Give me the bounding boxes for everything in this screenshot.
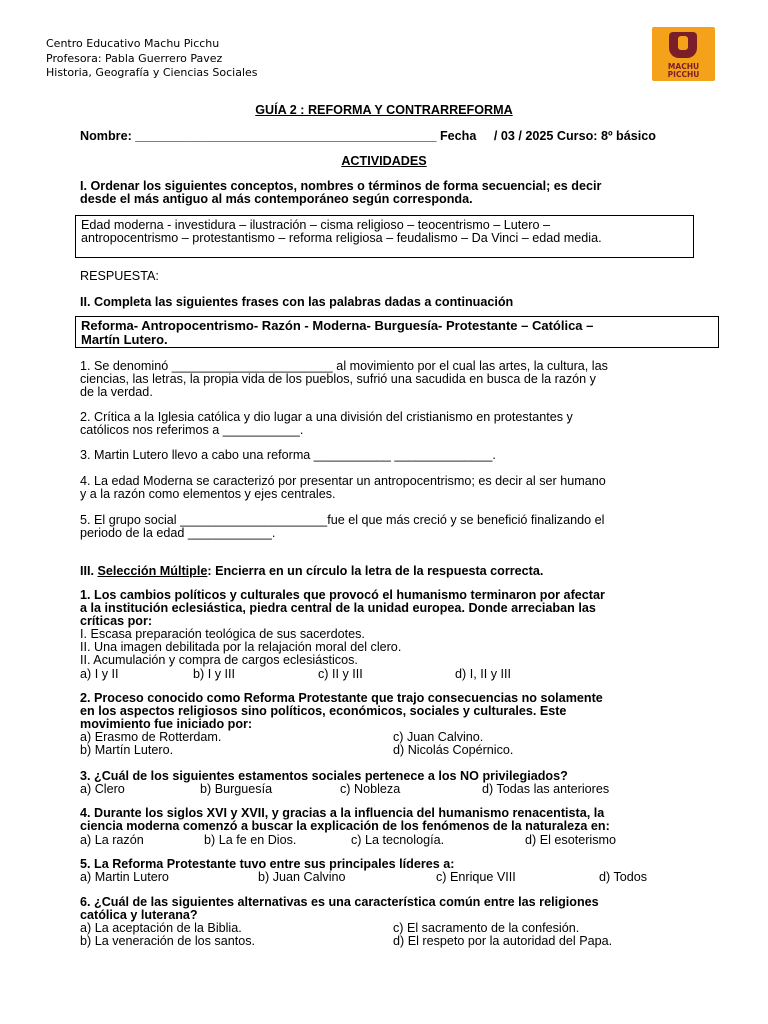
word-bank-box [75, 316, 719, 348]
name-label: Nombre: ___________________________________________ Fecha [80, 129, 477, 143]
fill-item-4 [80, 475, 606, 501]
question-line: católica y luterana? [80, 908, 198, 922]
fill-item-line: de la verdad. [80, 385, 153, 399]
q4-option-d[interactable]: d) El esoterismo [525, 833, 616, 847]
section3-underlined: Selección Múltiple [97, 564, 208, 578]
question-5: 5. La Reforma Protestante tuvo entre sus principales líderes a: [80, 857, 455, 871]
q6-option-d[interactable]: d) El respeto por la autoridad del Papa. [393, 934, 613, 948]
fill-item-line: católicos nos referimos a ___________. [80, 423, 304, 437]
logo-text-1: MACHU [667, 62, 700, 71]
school-name: Centro Educativo Machu Picchu [46, 37, 220, 50]
q6-option-c[interactable]: c) El sacramento de la confesión. [393, 921, 580, 935]
fill-item-line: 1. Se denominó _______________________ al movimiento por el cual las artes, la cultura, las [80, 359, 608, 373]
statement: I. Escasa preparación teológica de sus sacerdotes. [80, 627, 365, 641]
q4-option-b[interactable]: b) La fe en Dios. [204, 833, 297, 847]
date-course: / 03 / 2025 Curso: 8º básico [493, 129, 656, 143]
fill-item-3 [80, 449, 496, 462]
name-line [80, 129, 656, 143]
q1-statements [80, 628, 401, 667]
q3-option-d[interactable]: d) Todas las anteriores [482, 782, 610, 796]
section1-instruction [80, 180, 601, 206]
question-line: movimiento fue iniciado por: [80, 717, 253, 731]
q3-option-a[interactable]: a) Clero [80, 782, 125, 796]
subject-name: Historia, Geografía y Ciencias Sociales [46, 66, 258, 79]
fill-item-1 [80, 360, 608, 399]
teacher-name: Profesora: Pabla Guerrero Pavez [46, 51, 223, 65]
fill-item-5 [80, 514, 604, 540]
school-header [46, 37, 258, 81]
question-4 [80, 807, 610, 833]
section1-instruction-line: I. Ordenar los siguientes conceptos, nombres o términos de forma secuencial; es decir [80, 179, 602, 193]
word-bank-line: Reforma- Antropocentrismo- Razón - Moderna- Burguesía- Protestante – Católica – [81, 318, 594, 333]
logo-text-2: PICCHU [667, 70, 700, 79]
q4-option-c[interactable]: c) La tecnología. [351, 833, 445, 847]
q2-option-b[interactable]: b) Martín Lutero. [80, 743, 174, 757]
q1-option-b[interactable]: b) I y III [193, 667, 235, 681]
section1-instruction-line: desde el más antiguo al más contemporáneo según corresponda. [80, 192, 473, 206]
section3-instruction [80, 564, 543, 578]
fill-item-line: 2. Crítica a la Iglesia católica y dio lugar a una división del cristianismo en protestantes y [80, 410, 573, 424]
word-bank-line: Martín Lutero. [81, 332, 168, 347]
q6-option-b[interactable]: b) La veneración de los santos. [80, 934, 256, 948]
q5-option-a[interactable]: a) Martin Lutero [80, 870, 169, 884]
concepts-line: Edad moderna - investidura – ilustración – cisma religioso – teocentrismo – Lutero – [81, 218, 551, 232]
q5-option-c[interactable]: c) Enrique VIII [436, 870, 516, 884]
fill-item-2 [80, 411, 573, 437]
q4-option-a[interactable]: a) La razón [80, 833, 144, 847]
q1-option-c[interactable]: c) II y III [318, 667, 363, 681]
q3-option-c[interactable]: c) Nobleza [340, 782, 401, 796]
question-line: 2. Proceso conocido como Reforma Protestante que trajo consecuencias no solamente [80, 691, 603, 705]
fill-item-line: y a la razón como elementos y ejes centrales. [80, 487, 336, 501]
q5-option-b[interactable]: b) Juan Calvino [258, 870, 346, 884]
activities-heading: ACTIVIDADES [341, 154, 427, 168]
q2-option-a[interactable]: a) Erasmo de Rotterdam. [80, 730, 222, 744]
page-title: GUÍA 2 : REFORMA Y CONTRARREFORMA [255, 103, 513, 117]
statement: II. Acumulación y compra de cargos eclesiásticos. [80, 653, 358, 667]
question-line: críticas por: [80, 614, 153, 628]
fill-item-line: 4. La edad Moderna se caracterizó por presentar un antropocentrismo; es decir al ser humano [80, 474, 606, 488]
fill-item-line: periodo de la edad ____________. [80, 526, 276, 540]
q2-option-d[interactable]: d) Nicolás Copérnico. [393, 743, 514, 757]
question-3: 3. ¿Cuál de los siguientes estamentos sociales pertenece a los NO privilegiados? [80, 769, 568, 783]
question-line: en los aspectos religiosos sino políticos, económicos, sociales y culturales. Este [80, 704, 567, 718]
q5-option-d[interactable]: d) Todos [599, 870, 648, 884]
concepts-box [75, 215, 694, 258]
question-line: 4. Durante los siglos XVI y XVII, y gracias a la influencia del humanismo renacentista, la [80, 806, 605, 820]
question-line: 6. ¿Cuál de las siguientes alternativas es una característica común entre las religiones [80, 895, 599, 909]
q3-option-b[interactable]: b) Burguesía [200, 782, 273, 796]
school-logo [652, 27, 715, 81]
section2-instruction: II. Completa las siguientes frases con las palabras dadas a continuación [80, 295, 514, 309]
question-2 [80, 692, 603, 731]
q6-option-a[interactable]: a) La aceptación de la Biblia. [80, 921, 242, 935]
question-line: a la institución eclesiástica, piedra central de la unidad europea. Donde arreciaban las [80, 601, 596, 615]
fill-item-line: 5. El grupo social _____________________fue el que más creció y se benefició finalizando el [80, 513, 605, 527]
fill-item-line: 3. Martin Lutero llevo a cabo una reforma ___________ ______________. [80, 448, 496, 462]
q1-option-a[interactable]: a) I y II [80, 667, 119, 681]
concepts-line: antropocentrismo – protestantismo – reforma religiosa – feudalismo – Da Vinci – edad media. [81, 231, 602, 245]
statement: II. Una imagen debilitada por la relajación moral del clero. [80, 640, 402, 654]
section3-rest: : Encierra en un círculo la letra de la respuesta correcta. [207, 564, 544, 578]
question-6 [80, 896, 599, 922]
question-1 [80, 589, 605, 628]
q1-option-d[interactable]: d) I, II y III [455, 667, 511, 681]
section3-prefix: III. [80, 564, 98, 578]
question-line: ciencia moderna comenzó a buscar la explicación de los fenómenos de la naturaleza en: [80, 819, 610, 833]
llama-icon [669, 32, 697, 58]
fill-item-line: ciencias, las letras, la propia vida de los pueblos, sufrió una sacudida en busca de la razón y [80, 372, 596, 386]
question-line: 1. Los cambios políticos y culturales que provocó el humanismo terminaron por afectar [80, 588, 605, 602]
q2-option-c[interactable]: c) Juan Calvino. [393, 730, 484, 744]
answer-label: RESPUESTA: [80, 269, 159, 283]
